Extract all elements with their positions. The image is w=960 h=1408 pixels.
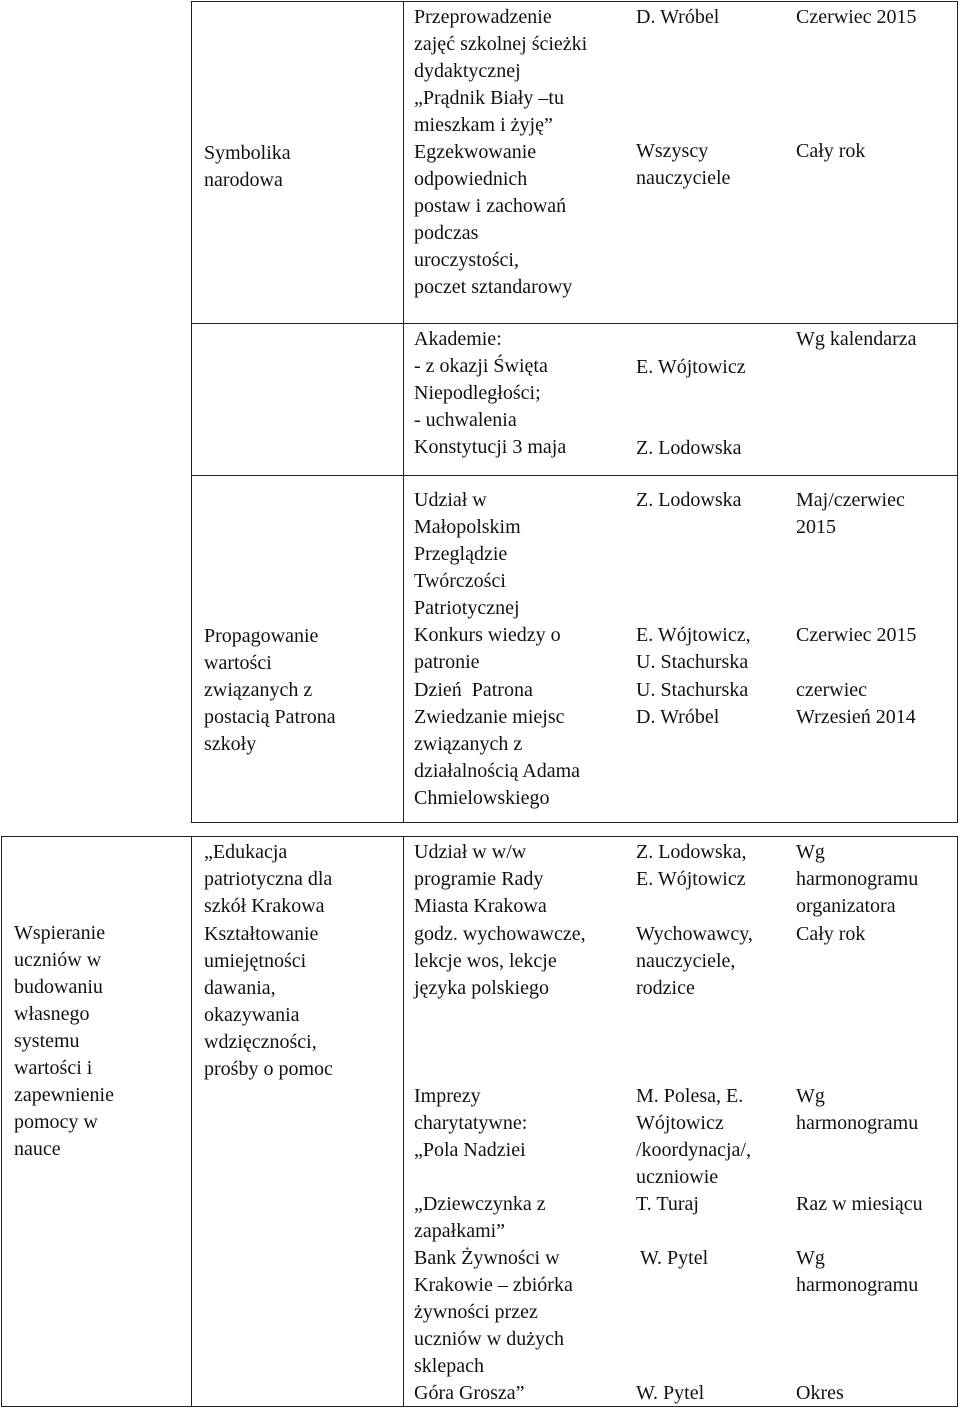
responsible-cell: D. Wróbel [636,706,720,728]
resp-line: Wójtowicz [636,1112,724,1134]
resp-line: rodzice [636,977,695,999]
area-cell [204,623,336,758]
task-line: lekcje wos, lekcje [414,950,557,972]
task-cell [414,326,566,461]
responsible-cell: W. Pytel [640,1247,709,1269]
date-line: Maj/czerwiec [796,489,905,511]
resp-line: M. Polesa, E. [636,1085,744,1107]
task-line: mieszkam i żyję” [414,114,553,136]
task-line: Przeglądzie [414,543,508,565]
responsible-cell: W. Pytel [636,1382,705,1404]
task-line: Twórczości [414,570,506,592]
responsible-cell: Z. Lodowska [636,489,742,511]
task-line: - uchwalenia [414,409,517,431]
task-cell: Góra Grosza” [414,1382,525,1404]
area-line: patriotyczna dla [204,868,333,890]
col-border [957,836,958,1407]
task-cell [414,4,587,301]
date-cell: Wg kalendarza [796,328,917,350]
col-border [403,836,404,1407]
resp-line: U. Stachurska [636,651,749,673]
responsible-cell: E. Wójtowicz [636,356,746,378]
task-line: Imprezy [414,1085,481,1107]
task-line: zapałkami” [414,1220,506,1242]
responsible-cell: Z. Lodowska [636,437,742,459]
resp-line: Z. Lodowska, [636,841,747,863]
task-line: Egzekwowanie [414,141,537,163]
task-line: Akademie: [414,328,502,350]
goal-line: własnego [14,1003,90,1025]
date-cell: Wrzesień 2014 [796,706,916,728]
area-line: związanych z [204,679,313,701]
date-cell: Okres [796,1382,844,1404]
task-line: Konkurs wiedzy o [414,624,561,646]
responsible-cell: U. Stachurska [636,679,749,701]
task-line: działalnością Adama [414,760,581,782]
responsible-cell [636,839,747,893]
task-line: Miasta Krakowa [414,895,547,917]
task-line: sklepach [414,1355,484,1377]
responsible-cell [636,138,730,192]
task-line: związanych z [414,733,523,755]
resp-line: uczniowie [636,1166,719,1188]
row-border [191,822,958,823]
col-border [191,836,192,1407]
area-line: „Edukacja [204,841,288,863]
task-line: Zwiedzanie miejsc [414,706,565,728]
task-line: Chmielowskiego [414,787,550,809]
task-line: uczniów w dużych [414,1328,564,1350]
task-cell [414,839,547,920]
goal-line: zapewnienie [14,1084,114,1106]
col-border [403,1,404,823]
responsible-cell [636,921,753,1002]
date-line: Wg [796,1085,825,1107]
responsible-cell [636,622,751,676]
area-line: okazywania [204,1004,300,1026]
date-cell: Czerwiec 2015 [796,6,917,28]
task-line: odpowiednich [414,168,528,190]
task-line: Niepodległości; [414,382,541,404]
task-line: „Prądnik Biały –tu [414,87,564,109]
task-line: Małopolskim [414,516,521,538]
task-line: żywności przez [414,1301,538,1323]
area-cell [204,921,333,1083]
task-line: Krakowie – zbiórka [414,1274,573,1296]
area-line: umiejętności [204,950,307,972]
task-line: Udział w [414,489,487,511]
area-cell: Symbolika narodowa [204,142,291,191]
date-cell: Cały rok [796,140,866,162]
responsible-cell: T. Turaj [636,1193,699,1215]
area-line: Kształtowanie [204,923,319,945]
goal-line: nauce [14,1138,61,1160]
date-cell [796,1083,918,1137]
resp-line: nauczyciele [636,167,731,189]
task-line: „Dziewczynka z [414,1193,546,1215]
date-cell: Raz w miesiącu [796,1193,923,1215]
task-line: Udział w w/w [414,841,527,863]
task-line: podczas [414,222,479,244]
date-line: Wg [796,1247,825,1269]
task-line: zajęć szkolnej ścieżki [414,33,588,55]
task-cell: Dzień Patrona [414,679,533,701]
area-line: wartości [204,652,272,674]
row-border [191,323,958,324]
date-cell [796,1245,918,1299]
task-line: Przeprowadzenie [414,6,552,28]
resp-line: /koordynacja/, [636,1139,751,1161]
task-line: postaw i zachowań [414,195,567,217]
task-line: Konstytucji 3 maja [414,436,567,458]
task-cell [414,1083,527,1164]
task-line: dydaktycznej [414,60,521,82]
col-border [957,1,958,823]
resp-line: nauczyciele, [636,950,736,972]
area-line: wdzięczności, [204,1031,317,1053]
task-line: - z okazji Święta [414,355,548,377]
date-line: 2015 [796,516,836,538]
resp-line: E. Wójtowicz [636,868,746,890]
date-line: organizatora [796,895,896,917]
date-line: harmonogramu [796,868,919,890]
task-cell [414,487,521,622]
date-cell: Cały rok [796,923,866,945]
area-cell [204,839,332,920]
area-line: prośby o pomoc [204,1058,333,1080]
task-line: patronie [414,651,480,673]
resp-line: E. Wójtowicz, [636,624,751,646]
resp-line: Wszyscy [636,140,709,162]
date-cell: Czerwiec 2015 [796,624,917,646]
responsible-cell: D. Wróbel [636,6,720,28]
task-line: charytatywne: [414,1112,528,1134]
goal-line: budowaniu [14,976,103,998]
area-line: szkół Krakowa [204,895,325,917]
goal-cell [14,920,114,1163]
task-cell [414,921,586,1002]
area-line: postacią Patrona [204,706,336,728]
goal-line: pomocy w [14,1111,98,1133]
task-line: uroczystości, [414,249,519,271]
task-cell [414,704,580,812]
resp-line: Wychowawcy, [636,923,753,945]
date-cell [796,839,918,920]
goal-line: wartości i [14,1057,93,1079]
date-cell [796,487,905,541]
task-line: programie Rady [414,868,544,890]
task-cell [414,1191,546,1245]
task-line: „Pola Nadziei [414,1139,526,1161]
responsible-cell [636,1083,751,1191]
task-line: Bank Żywności w [414,1247,560,1269]
task-cell [414,622,561,676]
date-line: harmonogramu [796,1274,919,1296]
col-border [1,836,2,1407]
task-line: języka polskiego [414,977,549,999]
task-line: poczet sztandarowy [414,276,573,298]
goal-line: uczniów w [14,949,102,971]
row-border [1,836,958,837]
goal-line: Wspieranie [14,922,106,944]
task-cell [414,1245,573,1380]
area-line: szkoły [204,733,257,755]
row-border [191,475,958,476]
date-line: Wg [796,841,825,863]
goal-line: systemu [14,1030,80,1052]
date-cell: czerwiec [796,679,868,701]
col-border [191,1,192,823]
date-line: harmonogramu [796,1112,919,1134]
task-line: Patriotycznej [414,597,520,619]
area-line: Propagowanie [204,625,319,647]
row-border [191,1,958,2]
area-line: dawania, [204,977,276,999]
task-line: godz. wychowawcze, [414,923,586,945]
